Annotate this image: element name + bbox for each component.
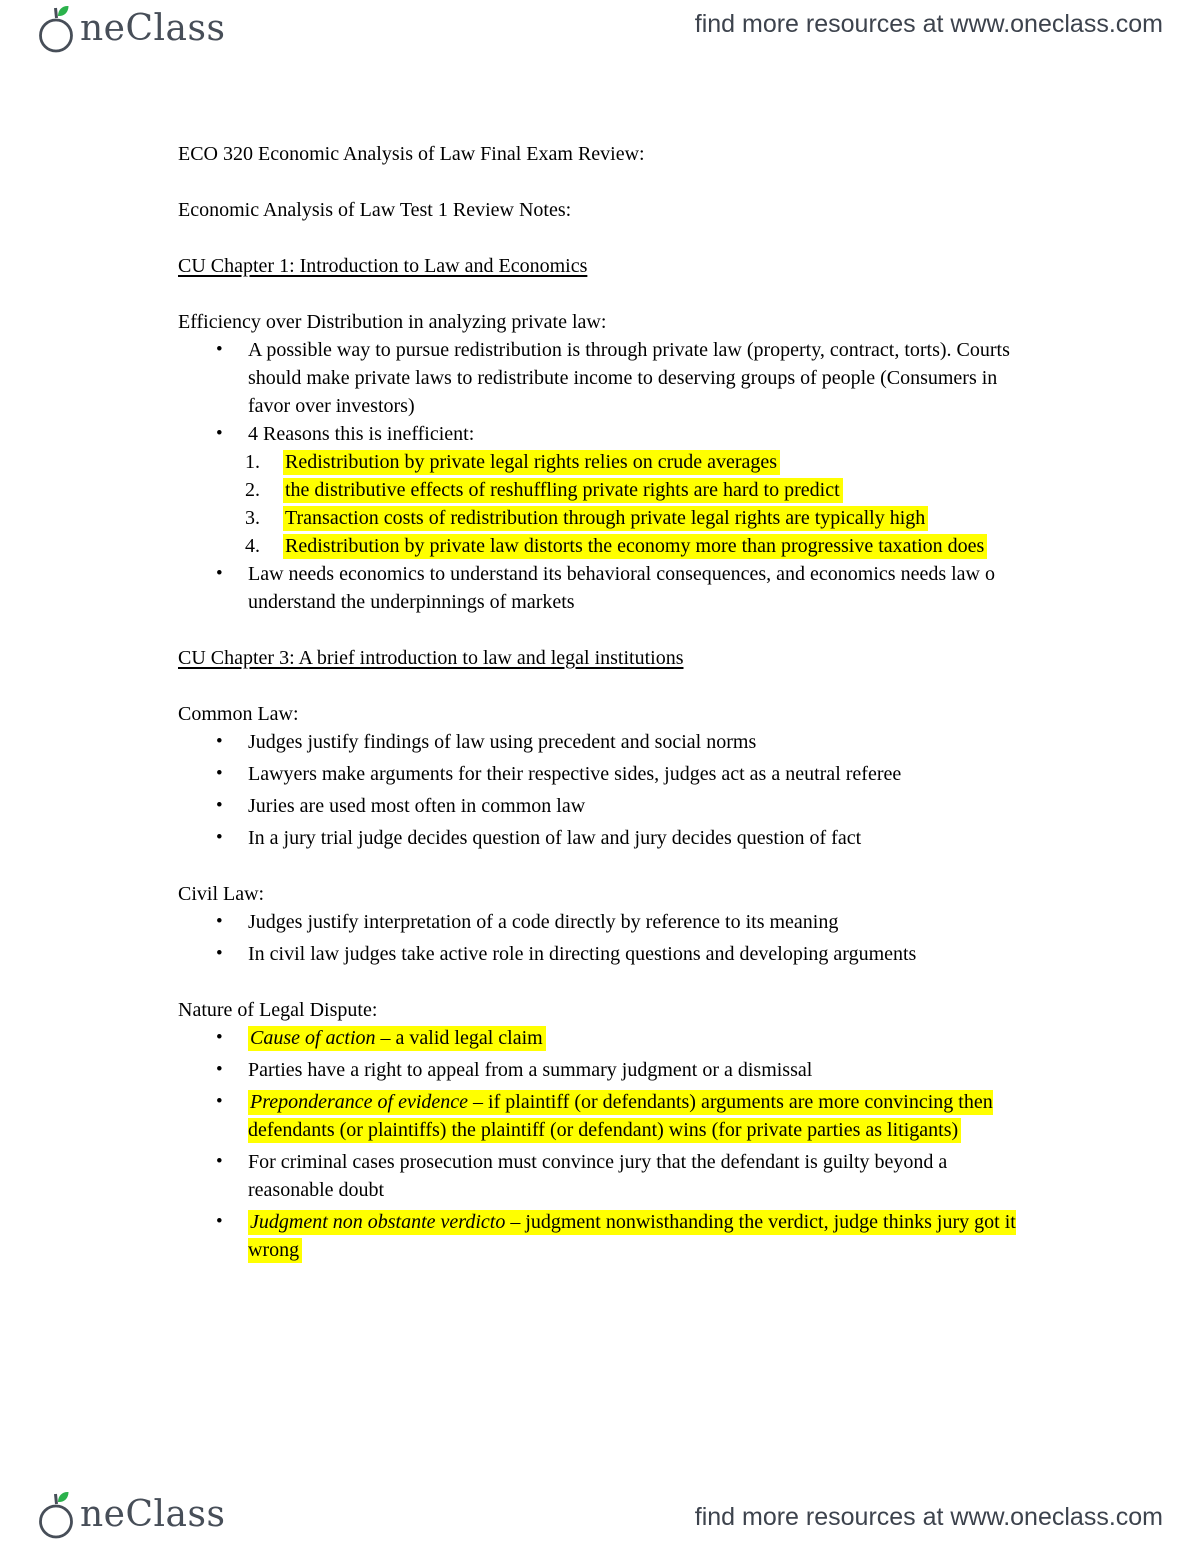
list-item-text: In civil law judges take active role in directing questions and developing arguments [248,943,917,965]
list-item [178,908,1023,936]
term-definition: – judgment nonwisthanding the verdict, judge thinks jury got it wrong [248,1211,1016,1261]
legal-dispute-label: Nature of Legal Dispute: [178,999,378,1021]
oneclass-logo-footer [35,1490,225,1540]
highlighted-text: Redistribution by private legal rights relies on crude averages [283,450,780,475]
oneclass-logo [35,4,225,54]
highlighted-text [248,1090,993,1143]
oneclass-apple-icon [35,4,79,54]
list-item [178,504,1023,532]
highlighted-text [248,1210,1016,1263]
list-item [178,1024,1023,1052]
term-italic: Judgment non obstante verdicto [250,1211,506,1233]
highlighted-text: Transaction costs of redistribution through private legal rights are typically high [283,506,928,531]
list-item [178,824,1023,852]
list-item-text: A possible way to pursue redistribution is through private law (property, contract, torts). Courts should make private laws to redistribute income to deserving groups of people (Consumers in favor over investors) [248,339,1010,417]
header-tagline: find more resources at www.oneclass.com [694,10,1163,38]
list-item-text: Judges justify interpretation of a code directly by reference to its meaning [248,911,839,933]
oneclass-logo-text: neClass [80,1494,226,1535]
legal-dispute-list [178,1024,1023,1264]
term-definition: – if plaintiff (or defendants) arguments are more convincing then defendants (or plaintiffs) the plaintiff (or defendant) wins (for private parties as litigants) [248,1091,993,1141]
term-italic: Preponderance of evidence [250,1091,469,1113]
doc-title: ECO 320 Economic Analysis of Law Final Exam Review: [178,143,645,165]
list-item [178,1208,1023,1264]
list-item-text: For criminal cases prosecution must convince jury that the defendant is guilty beyond a reasonable doubt [248,1151,948,1201]
list-item [178,336,1023,420]
civil-law-list [178,908,1023,968]
list-item [178,476,1023,504]
list-item-text: Parties have a right to appeal from a summary judgment or a dismissal [248,1059,813,1081]
inefficiency-reasons-list [178,448,1023,560]
footer-tagline: find more resources at www.oneclass.com [694,1503,1163,1531]
highlighted-text: the distributive effects of reshuffling private rights are hard to predict [283,478,843,503]
list-item [178,560,1023,616]
common-law-label: Common Law: [178,703,299,725]
list-item [178,1088,1023,1144]
list-item-text: Law needs economics to understand its behavioral consequences, and economics needs law o understand the underpinnings of markets [248,563,995,613]
chapter1-closing-list [178,560,1023,616]
oneclass-apple-icon [35,1490,79,1540]
common-law-list [178,728,1023,852]
list-item-text: 4 Reasons this is inefficient: [248,423,475,445]
list-item-text: Juries are used most often in common law [248,795,586,817]
chapter3-heading: CU Chapter 3: A brief introduction to law and legal institutions [178,647,684,669]
list-item-text: Lawyers make arguments for their respective sides, judges act as a neutral referee [248,763,902,785]
doc-subtitle: Economic Analysis of Law Test 1 Review Notes: [178,199,572,221]
oneclass-logo-text: neClass [80,8,226,49]
highlighted-text: Redistribution by private law distorts the economy more than progressive taxation does [283,534,987,559]
list-item [178,792,1023,820]
list-item-text: In a jury trial judge decides question of law and jury decides question of fact [248,827,862,849]
list-item [178,940,1023,968]
term-definition: – a valid legal claim [375,1027,543,1049]
highlighted-text [248,1026,546,1051]
list-item [178,532,1023,560]
civil-law-label: Civil Law: [178,883,265,905]
list-item [178,728,1023,756]
list-item [178,1056,1023,1084]
document-page [178,140,1023,1264]
term-italic: Cause of action [250,1027,376,1049]
list-item [178,420,1023,448]
list-item [178,760,1023,788]
list-item [178,448,1023,476]
efficiency-bullet-list [178,336,1023,448]
chapter1-heading: CU Chapter 1: Introduction to Law and Economics [178,255,588,277]
list-item [178,1148,1023,1204]
list-item-text: Judges justify findings of law using precedent and social norms [248,731,757,753]
efficiency-intro: Efficiency over Distribution in analyzing private law: [178,311,607,333]
